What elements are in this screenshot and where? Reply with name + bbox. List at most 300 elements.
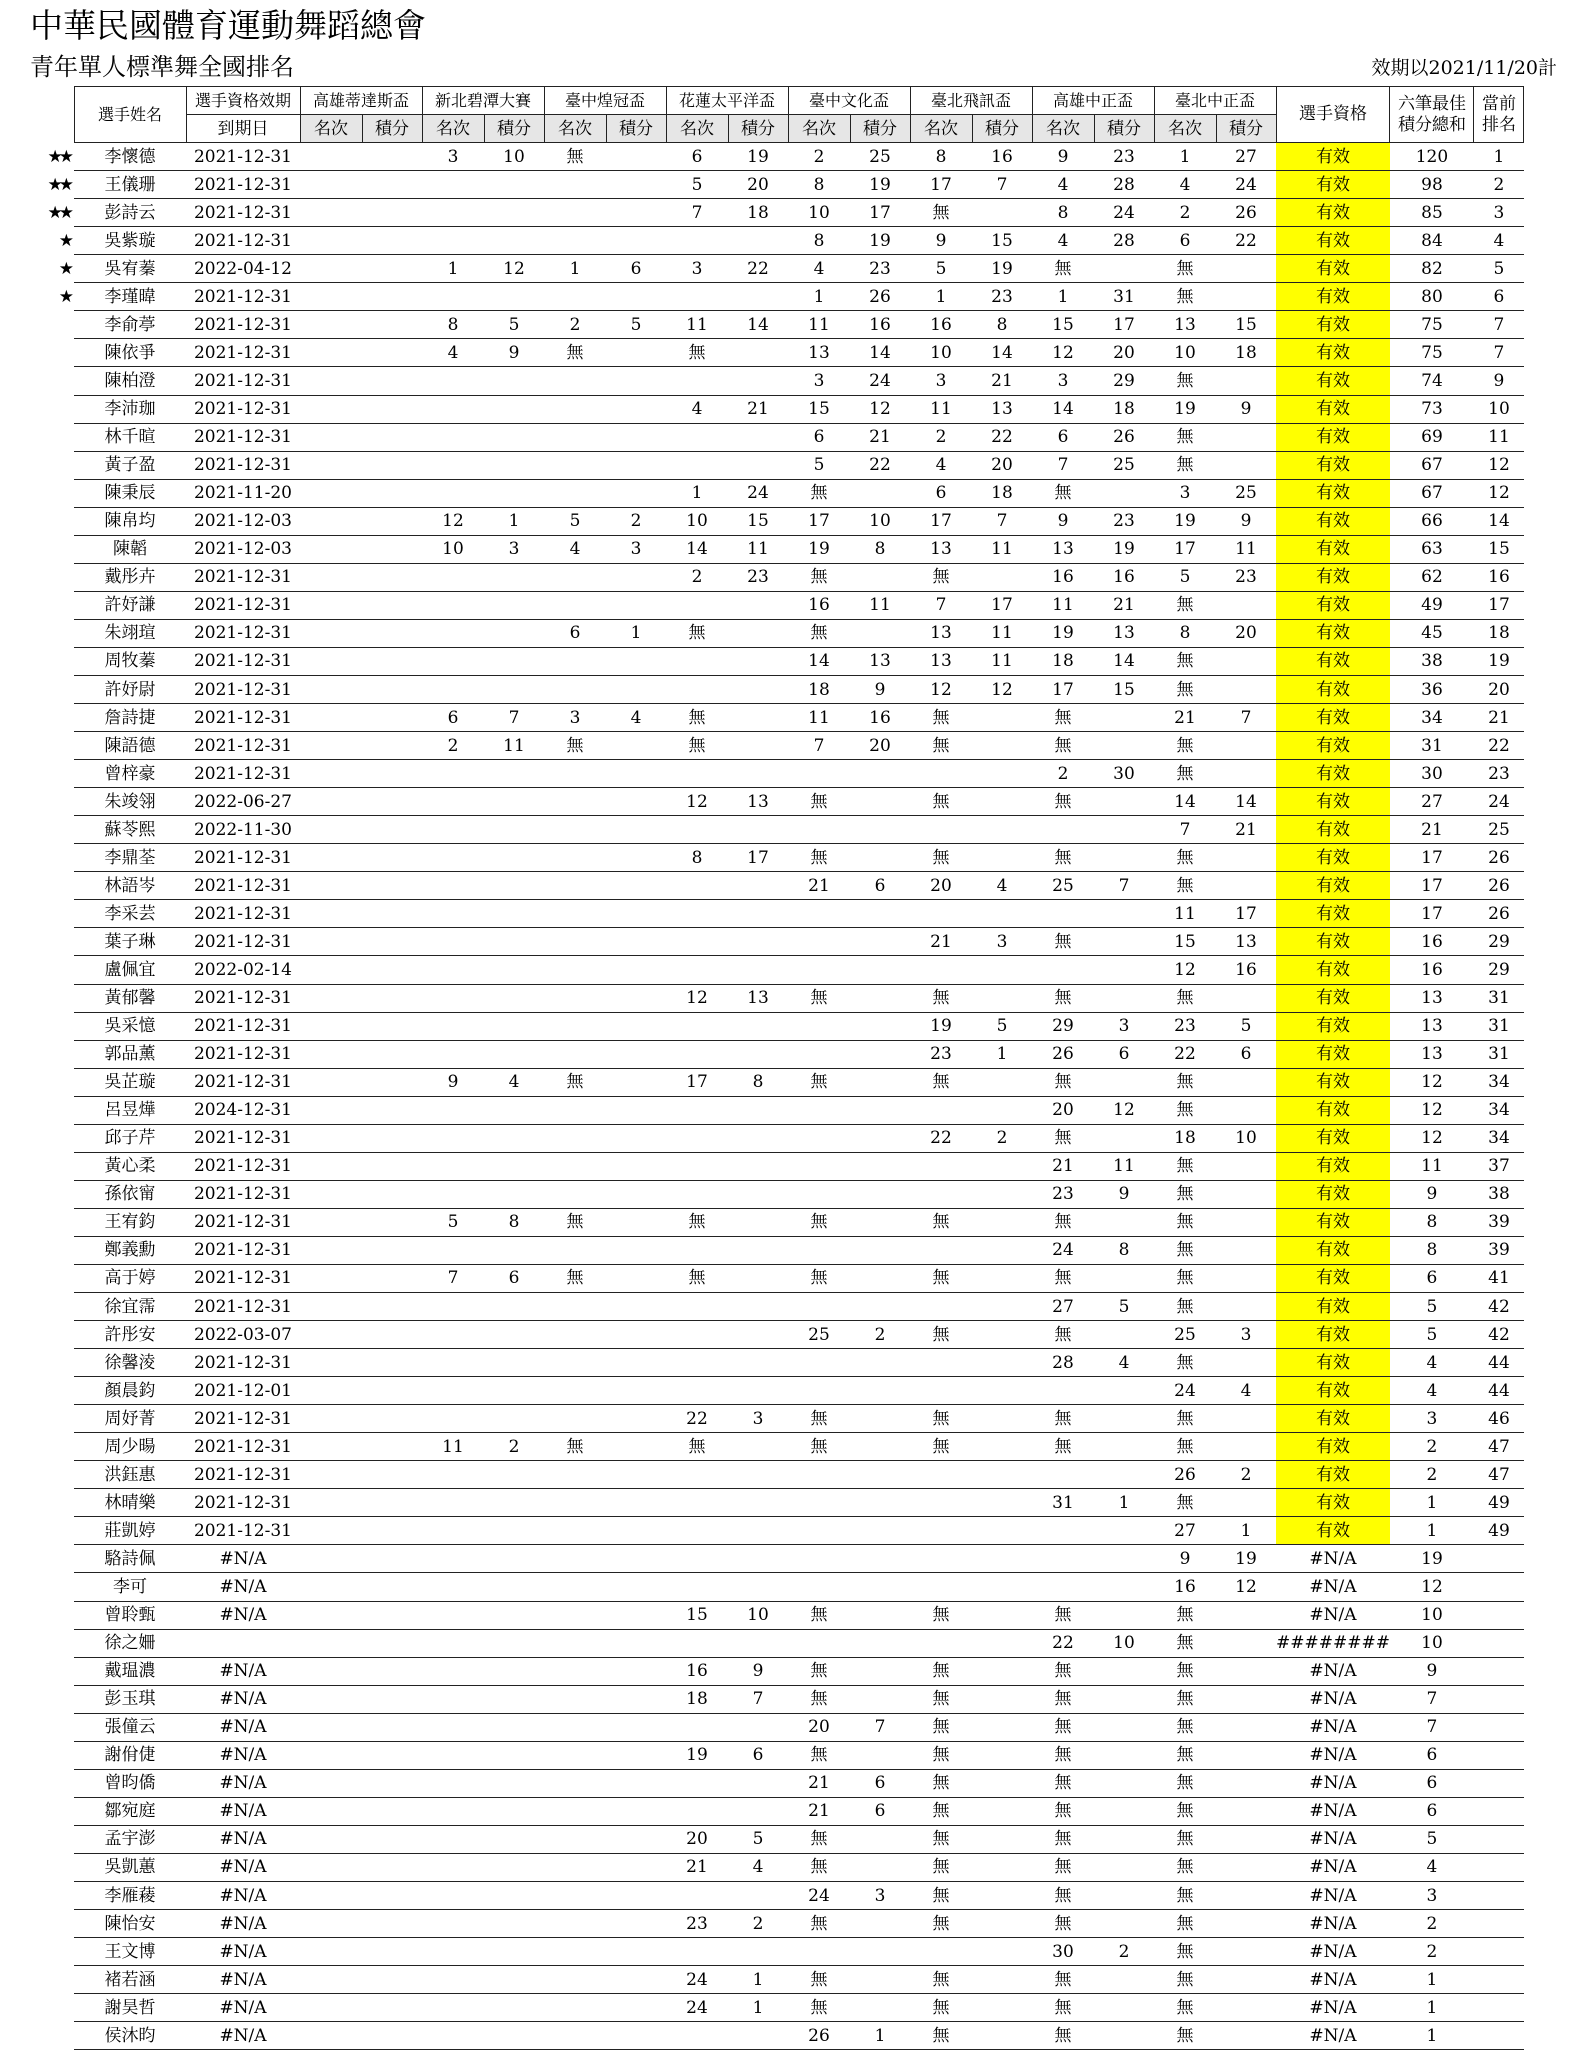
table-row	[20, 675, 1524, 703]
place-cell	[544, 2022, 606, 2050]
player-name: 洪鈺惠	[74, 1461, 186, 1489]
points-cell: 1	[1094, 1489, 1154, 1517]
place-cell: 無	[1154, 1236, 1216, 1264]
place-cell	[666, 227, 728, 255]
place-cell: 2	[422, 732, 484, 760]
points-cell	[1216, 1236, 1276, 1264]
points-cell	[362, 619, 422, 647]
points-cell	[728, 1938, 788, 1966]
place-cell: 11	[910, 395, 972, 423]
place-cell	[300, 143, 362, 171]
total-cell: 120	[1390, 143, 1474, 171]
player-name: 吳采憶	[74, 1012, 186, 1040]
place-cell	[666, 1321, 728, 1349]
points-cell	[606, 788, 666, 816]
points-cell	[362, 451, 422, 479]
points-cell	[1216, 1489, 1276, 1517]
player-name: 鄭義勳	[74, 1236, 186, 1264]
points-cell	[972, 1293, 1032, 1321]
player-name: 李鼎荃	[74, 844, 186, 872]
rank-cell: 16	[1474, 563, 1524, 591]
place-cell: 24	[1154, 1377, 1216, 1405]
points-cell	[1216, 1966, 1276, 1994]
points-cell	[972, 199, 1032, 227]
points-cell	[362, 1124, 422, 1152]
place-cell	[422, 1910, 484, 1938]
player-name: 張僮云	[74, 1713, 186, 1741]
status-cell: 有效	[1276, 1321, 1390, 1349]
status-cell: 有效	[1276, 283, 1390, 311]
total-cell: 27	[1390, 788, 1474, 816]
table-row	[20, 479, 1524, 507]
place-cell	[544, 872, 606, 900]
total-cell: 31	[1390, 732, 1474, 760]
place-cell	[544, 647, 606, 675]
points-cell	[1216, 647, 1276, 675]
place-cell	[300, 1096, 362, 1124]
star-rating	[20, 816, 74, 844]
rank-cell: 26	[1474, 900, 1524, 928]
place-cell: 無	[1154, 2022, 1216, 2050]
total-cell: 13	[1390, 1040, 1474, 1068]
place-cell: 10	[1154, 339, 1216, 367]
points-cell	[850, 1966, 910, 1994]
points-cell: 16	[850, 311, 910, 339]
expiry-date: 2021-12-31	[186, 1461, 300, 1489]
place-cell	[544, 956, 606, 984]
rank-cell	[1474, 1882, 1524, 1910]
points-cell: 1	[484, 507, 544, 535]
rank-cell: 22	[1474, 732, 1524, 760]
place-cell	[544, 1741, 606, 1769]
rank-cell: 6	[1474, 283, 1524, 311]
place-cell: 無	[1032, 1601, 1094, 1629]
place-cell	[422, 984, 484, 1012]
points-cell	[1094, 732, 1154, 760]
rank-cell	[1474, 1769, 1524, 1797]
place-cell: 25	[788, 1321, 850, 1349]
points-cell: 12	[1216, 1573, 1276, 1601]
points-cell: 13	[728, 788, 788, 816]
status-cell: 有效	[1276, 1096, 1390, 1124]
place-cell: 14	[1154, 788, 1216, 816]
place-cell: 無	[910, 1405, 972, 1433]
place-cell	[666, 872, 728, 900]
status-cell: 有效	[1276, 675, 1390, 703]
place-cell: 1	[1032, 283, 1094, 311]
total-cell: 1	[1390, 2022, 1474, 2050]
total-cell: 12	[1390, 1096, 1474, 1124]
points-cell	[484, 1882, 544, 1910]
points-cell: 1	[606, 619, 666, 647]
points-cell	[1094, 255, 1154, 283]
place-cell: 無	[544, 1264, 606, 1292]
points-cell: 21	[972, 367, 1032, 395]
place-cell: 無	[910, 1208, 972, 1236]
star-rating: ★★	[47, 202, 70, 223]
place-cell	[544, 1966, 606, 1994]
total-cell: 4	[1390, 1377, 1474, 1405]
points-cell: 2	[1216, 1461, 1276, 1489]
place-cell: 無	[1154, 1489, 1216, 1517]
points-cell	[484, 619, 544, 647]
place-cell	[422, 283, 484, 311]
place-cell	[300, 1433, 362, 1461]
points-cell: 20	[728, 171, 788, 199]
place-cell: 2	[1032, 760, 1094, 788]
total-cell: 66	[1390, 507, 1474, 535]
star-rating	[20, 760, 74, 788]
points-cell	[606, 1377, 666, 1405]
place-cell	[1032, 900, 1094, 928]
place-cell	[910, 1293, 972, 1321]
points-header: 積分	[1216, 115, 1276, 143]
player-name: 謝昊哲	[74, 1994, 186, 2022]
points-cell: 10	[850, 507, 910, 535]
points-cell	[606, 1068, 666, 1096]
total-cell: 1	[1390, 1994, 1474, 2022]
total-cell: 98	[1390, 171, 1474, 199]
points-cell	[484, 1573, 544, 1601]
place-cell	[300, 1657, 362, 1685]
points-cell	[362, 1012, 422, 1040]
points-cell: 13	[1094, 619, 1154, 647]
place-cell	[300, 1349, 362, 1377]
star-rating	[20, 1882, 74, 1910]
place-cell	[300, 423, 362, 451]
expiry-date: #N/A	[186, 1601, 300, 1629]
place-cell	[300, 1853, 362, 1881]
place-cell: 23	[910, 1040, 972, 1068]
place-cell	[544, 1713, 606, 1741]
points-cell	[1216, 591, 1276, 619]
place-cell	[666, 816, 728, 844]
points-cell	[362, 423, 422, 451]
place-cell: 1	[1154, 143, 1216, 171]
place-cell	[422, 1825, 484, 1853]
expiry-date: #N/A	[186, 1657, 300, 1685]
points-cell: 7	[850, 1713, 910, 1741]
table-row	[20, 1124, 1524, 1152]
points-cell: 8	[484, 1208, 544, 1236]
rank-cell: 17	[1474, 591, 1524, 619]
points-cell	[728, 1293, 788, 1321]
place-cell	[422, 1012, 484, 1040]
place-cell	[300, 1685, 362, 1713]
place-cell	[666, 675, 728, 703]
table-row	[20, 1545, 1524, 1573]
points-cell	[972, 900, 1032, 928]
place-cell: 11	[1154, 900, 1216, 928]
points-cell	[972, 2022, 1032, 2050]
table-row	[20, 900, 1524, 928]
table-row	[20, 1377, 1524, 1405]
place-cell: 無	[788, 1601, 850, 1629]
status-cell: 有效	[1276, 732, 1390, 760]
points-cell	[1216, 1825, 1276, 1853]
place-cell	[788, 1349, 850, 1377]
points-cell: 12	[850, 395, 910, 423]
place-cell	[300, 1545, 362, 1573]
effective-date-note: 效期以2021/11/20計	[1371, 57, 1557, 79]
points-cell	[606, 1713, 666, 1741]
points-cell	[1216, 1797, 1276, 1825]
expiry-date: 2021-12-31	[186, 619, 300, 647]
place-cell: 19	[1032, 619, 1094, 647]
star-rating	[20, 591, 74, 619]
points-cell: 11	[972, 619, 1032, 647]
points-cell	[972, 1853, 1032, 1881]
player-name: 邱子芹	[74, 1124, 186, 1152]
points-cell	[972, 1938, 1032, 1966]
points-cell: 23	[972, 283, 1032, 311]
points-cell	[362, 1517, 422, 1545]
points-cell	[606, 1657, 666, 1685]
place-cell: 5	[544, 507, 606, 535]
place-cell	[300, 1741, 362, 1769]
place-cell	[422, 1405, 484, 1433]
place-cell	[788, 1012, 850, 1040]
points-cell	[1094, 1264, 1154, 1292]
table-row	[20, 1321, 1524, 1349]
points-cell	[362, 591, 422, 619]
place-cell	[422, 1938, 484, 1966]
rank-cell: 34	[1474, 1068, 1524, 1096]
points-cell: 22	[1216, 227, 1276, 255]
points-cell	[850, 956, 910, 984]
place-cell	[910, 956, 972, 984]
points-cell	[1216, 1769, 1276, 1797]
place-cell: 無	[788, 1208, 850, 1236]
points-cell	[1216, 872, 1276, 900]
place-cell: 無	[1154, 844, 1216, 872]
points-cell	[1094, 1433, 1154, 1461]
expiry-date: #N/A	[186, 1882, 300, 1910]
points-cell	[484, 1489, 544, 1517]
points-cell: 13	[850, 647, 910, 675]
place-cell	[422, 760, 484, 788]
player-name: 李俞葶	[74, 311, 186, 339]
place-cell	[544, 1910, 606, 1938]
player-name: 王儀珊	[74, 171, 186, 199]
place-cell: 無	[1154, 872, 1216, 900]
place-cell	[422, 1545, 484, 1573]
points-cell: 6	[728, 1741, 788, 1769]
points-cell	[606, 171, 666, 199]
place-cell: 無	[1032, 1910, 1094, 1938]
points-cell	[606, 1433, 666, 1461]
place-cell: 9	[1032, 143, 1094, 171]
place-cell	[300, 227, 362, 255]
star-rating	[20, 1517, 74, 1545]
place-cell	[544, 1012, 606, 1040]
star-rating	[20, 900, 74, 928]
points-cell	[728, 451, 788, 479]
points-cell	[484, 1040, 544, 1068]
place-cell: 19	[910, 1012, 972, 1040]
place-cell	[300, 704, 362, 732]
status-cell: 有效	[1276, 1377, 1390, 1405]
place-cell	[666, 1882, 728, 1910]
points-cell	[850, 1517, 910, 1545]
place-cell: 無	[788, 844, 850, 872]
rank-cell: 5	[1474, 255, 1524, 283]
points-cell	[1094, 956, 1154, 984]
place-cell: 無	[1154, 1741, 1216, 1769]
expiry-date: #N/A	[186, 1966, 300, 1994]
points-cell	[484, 1517, 544, 1545]
points-cell: 6	[850, 872, 910, 900]
points-cell: 6	[484, 1264, 544, 1292]
points-cell	[606, 1040, 666, 1068]
rank-cell	[1474, 1994, 1524, 2022]
points-cell	[484, 451, 544, 479]
place-cell: 5	[788, 451, 850, 479]
place-cell	[422, 1152, 484, 1180]
place-cell	[910, 1349, 972, 1377]
points-cell	[1216, 732, 1276, 760]
total-cell: 1	[1390, 1489, 1474, 1517]
place-cell	[422, 1601, 484, 1629]
total-cell: 8	[1390, 1236, 1474, 1264]
points-cell	[972, 844, 1032, 872]
expiry-date: 2021-12-31	[186, 928, 300, 956]
points-cell: 24	[850, 367, 910, 395]
rank-cell: 46	[1474, 1405, 1524, 1433]
points-cell	[1094, 816, 1154, 844]
place-cell	[1032, 956, 1094, 984]
player-name: 徐馨淩	[74, 1349, 186, 1377]
expiry-date: 2021-12-31	[186, 367, 300, 395]
place-cell: 16	[1154, 1573, 1216, 1601]
player-name: 蘇苓熙	[74, 816, 186, 844]
place-cell	[300, 199, 362, 227]
place-cell	[300, 1321, 362, 1349]
place-cell	[666, 591, 728, 619]
place-cell: 4	[1032, 227, 1094, 255]
place-cell: 無	[1032, 704, 1094, 732]
star-rating	[20, 1293, 74, 1321]
star-rating	[20, 1152, 74, 1180]
points-header: 積分	[1094, 115, 1154, 143]
points-cell: 2	[484, 1433, 544, 1461]
star-rating	[20, 2022, 74, 2050]
points-cell: 11	[972, 647, 1032, 675]
status-cell: #N/A	[1276, 1713, 1390, 1741]
place-cell	[300, 1966, 362, 1994]
table-row	[20, 171, 1524, 199]
place-cell	[422, 2022, 484, 2050]
rank-cell	[1474, 1797, 1524, 1825]
points-cell	[972, 1966, 1032, 1994]
rank-cell	[1474, 1910, 1524, 1938]
place-cell	[544, 1405, 606, 1433]
place-cell: 無	[1032, 479, 1094, 507]
place-cell: 19	[1154, 507, 1216, 535]
points-cell	[972, 788, 1032, 816]
points-cell	[1094, 1769, 1154, 1797]
place-cell: 10	[666, 507, 728, 535]
expiry-date: 2021-12-31	[186, 1264, 300, 1292]
place-cell	[910, 1545, 972, 1573]
place-cell: 17	[910, 507, 972, 535]
place-cell: 無	[1032, 255, 1094, 283]
points-cell	[606, 1236, 666, 1264]
table-row	[20, 1882, 1524, 1910]
points-cell	[362, 984, 422, 1012]
place-cell	[666, 1096, 728, 1124]
place-cell: 15	[788, 395, 850, 423]
points-cell	[484, 928, 544, 956]
points-cell	[1216, 1293, 1276, 1321]
points-cell	[606, 1797, 666, 1825]
points-cell: 21	[728, 395, 788, 423]
points-cell	[972, 760, 1032, 788]
points-cell	[972, 1545, 1032, 1573]
star-rating	[20, 367, 74, 395]
place-cell: 8	[788, 227, 850, 255]
points-cell	[484, 1461, 544, 1489]
place-cell	[666, 1573, 728, 1601]
place-cell: 13	[788, 339, 850, 367]
points-cell: 16	[1094, 563, 1154, 591]
table-header	[20, 87, 1524, 143]
place-cell: 無	[1032, 1208, 1094, 1236]
points-cell	[484, 283, 544, 311]
place-cell: 無	[1154, 283, 1216, 311]
place-cell	[300, 1180, 362, 1208]
place-cell: 無	[1154, 1685, 1216, 1713]
status-cell: 有效	[1276, 900, 1390, 928]
points-cell	[362, 1825, 422, 1853]
star-rating	[20, 1769, 74, 1797]
rank-cell: 7	[1474, 311, 1524, 339]
place-cell: 7	[910, 591, 972, 619]
place-cell	[544, 1096, 606, 1124]
rank-cell: 29	[1474, 956, 1524, 984]
table-row	[20, 563, 1524, 591]
points-cell: 11	[728, 535, 788, 563]
points-cell	[728, 1629, 788, 1657]
place-cell: 5	[910, 255, 972, 283]
place-cell: 無	[788, 1264, 850, 1292]
points-cell	[484, 1966, 544, 1994]
points-cell: 21	[1216, 816, 1276, 844]
place-cell: 6	[1154, 227, 1216, 255]
player-name: 徐宜霈	[74, 1293, 186, 1321]
place-cell: 24	[788, 1882, 850, 1910]
place-cell: 17	[1154, 535, 1216, 563]
points-cell	[728, 227, 788, 255]
table-row	[20, 227, 1524, 255]
points-cell	[362, 395, 422, 423]
rank-cell	[1474, 1657, 1524, 1685]
place-header: 名次	[1154, 115, 1216, 143]
player-name: 吳宥蓁	[74, 255, 186, 283]
points-cell: 19	[1094, 535, 1154, 563]
place-cell	[422, 675, 484, 703]
expiry-date: #N/A	[186, 1713, 300, 1741]
points-cell: 23	[1094, 507, 1154, 535]
place-cell: 9	[422, 1068, 484, 1096]
place-cell	[422, 619, 484, 647]
place-cell	[666, 1545, 728, 1573]
place-cell	[544, 423, 606, 451]
points-cell	[850, 1152, 910, 1180]
table-row	[20, 1040, 1524, 1068]
points-cell	[606, 1769, 666, 1797]
place-cell: 無	[788, 1853, 850, 1881]
